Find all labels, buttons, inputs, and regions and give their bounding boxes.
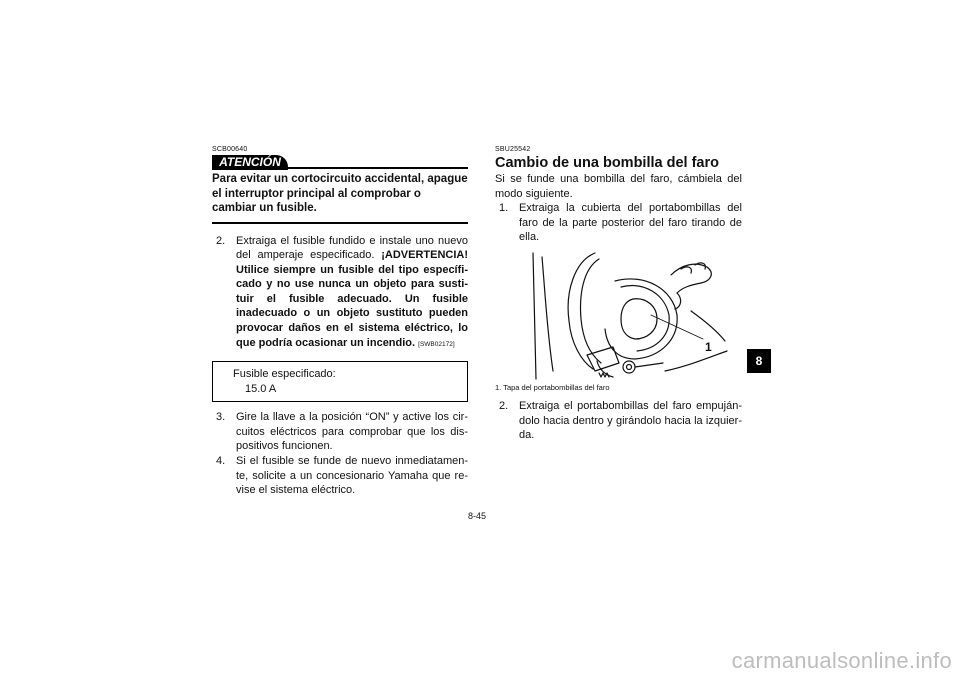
attention-end-rule: [212, 222, 468, 224]
attention-badge: ATENCIÓN: [212, 155, 288, 170]
headlight-figure: [495, 251, 742, 381]
step-number: 1.: [499, 202, 509, 215]
warning-text: ¡ADVERTENCIA! Utilice siempre un fusible del tipo específi-cado y no use nunca un objeto para susti-tuir el fusible adecuado. Un fusible inadecuado o un objeto sustituto pueden provocar daños en el sistema eléctrico, lo que podría ocasionar un incendio.: [236, 249, 468, 349]
step-1-cover: [495, 201, 742, 245]
attention-code: SCB00640: [212, 146, 248, 153]
step-3-key: [212, 410, 468, 454]
section-code: SBU25542: [495, 146, 531, 153]
step-number: 4.: [216, 455, 226, 468]
step-number: 2.: [499, 399, 509, 412]
step-body: [236, 234, 468, 353]
left-column: [212, 146, 468, 498]
step-2-fuse: [212, 234, 468, 353]
right-column: [495, 146, 742, 443]
chapter-tab: 8: [747, 349, 771, 373]
warning-code: [SWB02172]: [418, 340, 455, 348]
attention-header: [212, 146, 468, 170]
step-4-dealer: [212, 454, 468, 498]
step-text: Gire la llave a la posición “ON” y active los cir-cuitos eléctricos para comprobar que los dis-positivos funcionen.: [236, 411, 468, 453]
step-text: Extraiga la cubierta del portabombillas del faro de la parte posterior del faro tirando de ella.: [519, 202, 742, 244]
spec-label: Fusible especificado:: [233, 368, 336, 381]
step-text: Si el fusible se funde de nuevo inmediatamen-te, solicite a un concesionario Yamaha que re-vise el sistema eléctrico.: [236, 455, 468, 497]
step-2-holder: [495, 399, 742, 443]
figure-callout-1: 1: [705, 339, 712, 354]
watermark: carmanualsonline.info: [731, 648, 952, 673]
step-number: 2.: [216, 234, 226, 247]
step-text: Extraiga el fusible fundido e instale uno nuevo del amperaje especificado.: [236, 234, 468, 262]
step-text: Extraiga el portabombillas del faro empuján-dolo hacia dentro y girándolo hacia la izquier-da.: [519, 399, 742, 442]
figure-caption: 1. Tapa del portabombillas del faro: [495, 382, 610, 392]
fuse-spec-box: [212, 361, 468, 402]
attention-rule: [288, 167, 468, 169]
page-number: 8-45: [468, 511, 487, 521]
attention-text: Para evitar un cortocircuito accidental, apague el interruptor principal al comprobar o cambiar un fusible.: [212, 173, 468, 214]
section-title: Cambio de una bombilla del faro: [495, 155, 719, 171]
spec-value: 15.0 A: [245, 382, 277, 395]
step-number: 3.: [216, 411, 226, 424]
headlight-illustration: [495, 251, 742, 381]
section-intro: Si se funde una bombilla del faro, cámbiela del modo siguiente.: [495, 173, 742, 200]
